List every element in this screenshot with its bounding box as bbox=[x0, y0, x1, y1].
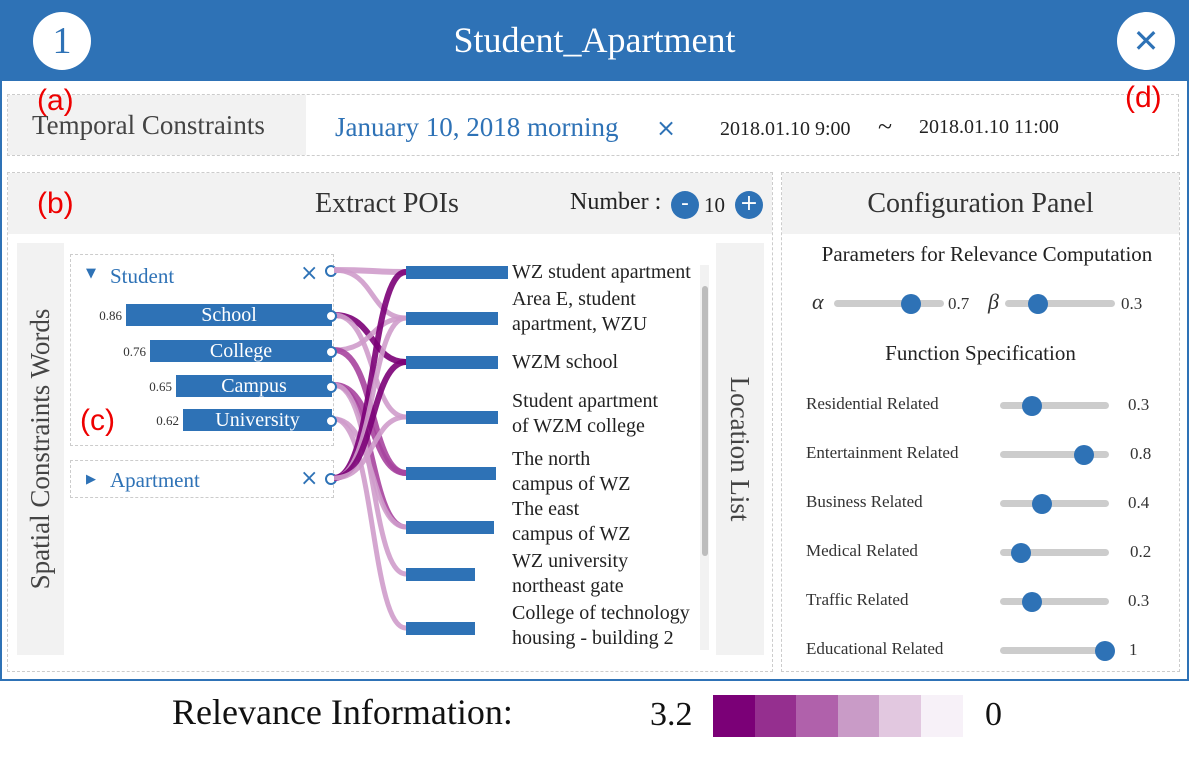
location-label-line2[interactable]: campus of WZ bbox=[512, 523, 631, 545]
extract-title: Extract POIs bbox=[315, 188, 459, 219]
temporal-tag[interactable]: January 10, 2018 morning bbox=[335, 112, 619, 142]
legend-cell bbox=[713, 695, 755, 737]
location-label[interactable]: WZ student apartment bbox=[512, 261, 691, 283]
function-slider-knob[interactable] bbox=[1032, 494, 1052, 514]
legend-max: 3.2 bbox=[650, 696, 693, 733]
legend-min: 0 bbox=[985, 696, 1002, 733]
word-score: 0.65 bbox=[149, 379, 172, 394]
collapsed-caret-icon[interactable]: ▶ bbox=[86, 472, 96, 487]
function-value: 1 bbox=[1129, 640, 1138, 659]
function-label: Traffic Related bbox=[806, 590, 909, 609]
word-score: 0.76 bbox=[123, 344, 146, 359]
legend-cell bbox=[838, 695, 880, 737]
marker-a: (a) bbox=[37, 84, 74, 117]
temporal-label: Temporal Constraints bbox=[32, 110, 265, 140]
function-value: 0.8 bbox=[1130, 444, 1152, 463]
location-label-line2[interactable]: of WZM college bbox=[512, 415, 645, 437]
location-bar[interactable] bbox=[406, 411, 498, 424]
location-label[interactable]: Student apartment bbox=[512, 390, 659, 412]
function-slider-knob[interactable] bbox=[1022, 592, 1042, 612]
function-slider-knob[interactable] bbox=[1074, 445, 1094, 465]
word-bar-campus[interactable]: Campus bbox=[176, 375, 332, 397]
legend-cell bbox=[755, 695, 797, 737]
marker-b: (b) bbox=[37, 187, 74, 220]
window-number-badge: 1 bbox=[33, 12, 91, 70]
location-label[interactable]: Area E, student bbox=[512, 288, 636, 310]
location-bar[interactable] bbox=[406, 622, 475, 635]
close-icon[interactable]: ✕ bbox=[1117, 12, 1175, 70]
beta-value: 0.3 bbox=[1121, 294, 1143, 313]
temporal-end[interactable]: 2018.01.10 11:00 bbox=[919, 116, 1059, 138]
function-slider[interactable] bbox=[1000, 500, 1109, 507]
alpha-slider[interactable] bbox=[834, 300, 944, 307]
number-value: 10 bbox=[704, 193, 725, 217]
spatial-title: Spatial Constraints Words bbox=[25, 308, 55, 590]
number-increase-button[interactable]: + bbox=[735, 191, 763, 219]
location-label[interactable]: College of technology bbox=[512, 602, 690, 624]
word-port[interactable] bbox=[325, 310, 337, 322]
group-student-remove-icon[interactable]: × bbox=[300, 261, 319, 286]
beta-slider-knob[interactable] bbox=[1028, 294, 1048, 314]
word-port[interactable] bbox=[325, 381, 337, 393]
location-bar[interactable] bbox=[406, 521, 494, 534]
location-label[interactable]: WZ university bbox=[512, 550, 629, 572]
function-label: Medical Related bbox=[806, 541, 918, 560]
expanded-caret-icon[interactable]: ▼ bbox=[86, 266, 96, 281]
location-label-line2[interactable]: campus of WZ bbox=[512, 473, 631, 495]
function-slider-knob[interactable] bbox=[1022, 396, 1042, 416]
function-slider[interactable] bbox=[1000, 598, 1109, 605]
word-bar-university[interactable]: University bbox=[183, 409, 332, 431]
function-slider-knob[interactable] bbox=[1095, 641, 1115, 661]
location-bar[interactable] bbox=[406, 356, 498, 369]
function-value: 0.3 bbox=[1128, 395, 1150, 414]
number-decrease-button[interactable]: - bbox=[671, 191, 699, 219]
alpha-symbol: α bbox=[812, 289, 824, 314]
beta-slider[interactable] bbox=[1005, 300, 1115, 307]
alpha-slider-knob[interactable] bbox=[901, 294, 921, 314]
word-bar-college[interactable]: College bbox=[150, 340, 332, 362]
word-score: 0.62 bbox=[156, 413, 179, 428]
location-label[interactable]: WZM school bbox=[512, 351, 619, 373]
beta-symbol: β bbox=[988, 289, 999, 314]
word-bar-school[interactable]: School bbox=[126, 304, 332, 326]
function-label: Entertainment Related bbox=[806, 443, 959, 462]
marker-d: (d) bbox=[1125, 81, 1162, 114]
relevance-params-title: Parameters for Relevance Computation bbox=[821, 242, 1153, 266]
temporal-separator: ~ bbox=[878, 112, 893, 141]
word-port[interactable] bbox=[325, 346, 337, 358]
legend-cell bbox=[879, 695, 921, 737]
legend-label: Relevance Information: bbox=[172, 692, 513, 732]
function-label: Residential Related bbox=[806, 394, 939, 413]
temporal-tag-remove-icon[interactable]: × bbox=[656, 114, 677, 142]
word-score: 0.86 bbox=[99, 308, 122, 323]
function-value: 0.2 bbox=[1130, 542, 1152, 561]
config-title: Configuration Panel bbox=[867, 188, 1094, 219]
location-bar[interactable] bbox=[406, 568, 475, 581]
window-title: Student_Apartment bbox=[453, 20, 736, 60]
group-apartment-label[interactable]: Apartment bbox=[110, 468, 200, 492]
function-slider[interactable] bbox=[1000, 647, 1109, 654]
location-label-line2[interactable]: apartment, WZU bbox=[512, 313, 648, 335]
location-label[interactable]: The north bbox=[512, 448, 591, 470]
group-student-label[interactable]: Student bbox=[110, 264, 175, 288]
location-label-line2[interactable]: northeast gate bbox=[512, 575, 624, 597]
alpha-value: 0.7 bbox=[948, 294, 970, 313]
location-label-line2[interactable]: housing - building 2 bbox=[512, 627, 674, 649]
function-slider[interactable] bbox=[1000, 402, 1109, 409]
legend-cell bbox=[796, 695, 838, 737]
function-spec-title: Function Specification bbox=[885, 341, 1076, 365]
function-value: 0.3 bbox=[1128, 591, 1150, 610]
group-apartment-remove-icon[interactable]: × bbox=[300, 466, 319, 491]
number-label: Number : bbox=[570, 189, 662, 215]
location-bar[interactable] bbox=[406, 312, 498, 325]
temporal-start[interactable]: 2018.01.10 9:00 bbox=[720, 118, 851, 140]
function-label: Business Related bbox=[806, 492, 923, 511]
function-value: 0.4 bbox=[1128, 493, 1150, 512]
word-port[interactable] bbox=[325, 415, 337, 427]
location-title: Location List bbox=[725, 376, 755, 522]
location-scrollbar[interactable] bbox=[702, 286, 708, 556]
location-bar[interactable] bbox=[406, 266, 508, 279]
location-label[interactable]: The east bbox=[512, 498, 580, 520]
location-bar[interactable] bbox=[406, 467, 496, 480]
function-label: Educational Related bbox=[806, 639, 944, 658]
function-slider-knob[interactable] bbox=[1011, 543, 1031, 563]
legend-cell bbox=[921, 695, 963, 737]
marker-c: (c) bbox=[80, 404, 115, 437]
